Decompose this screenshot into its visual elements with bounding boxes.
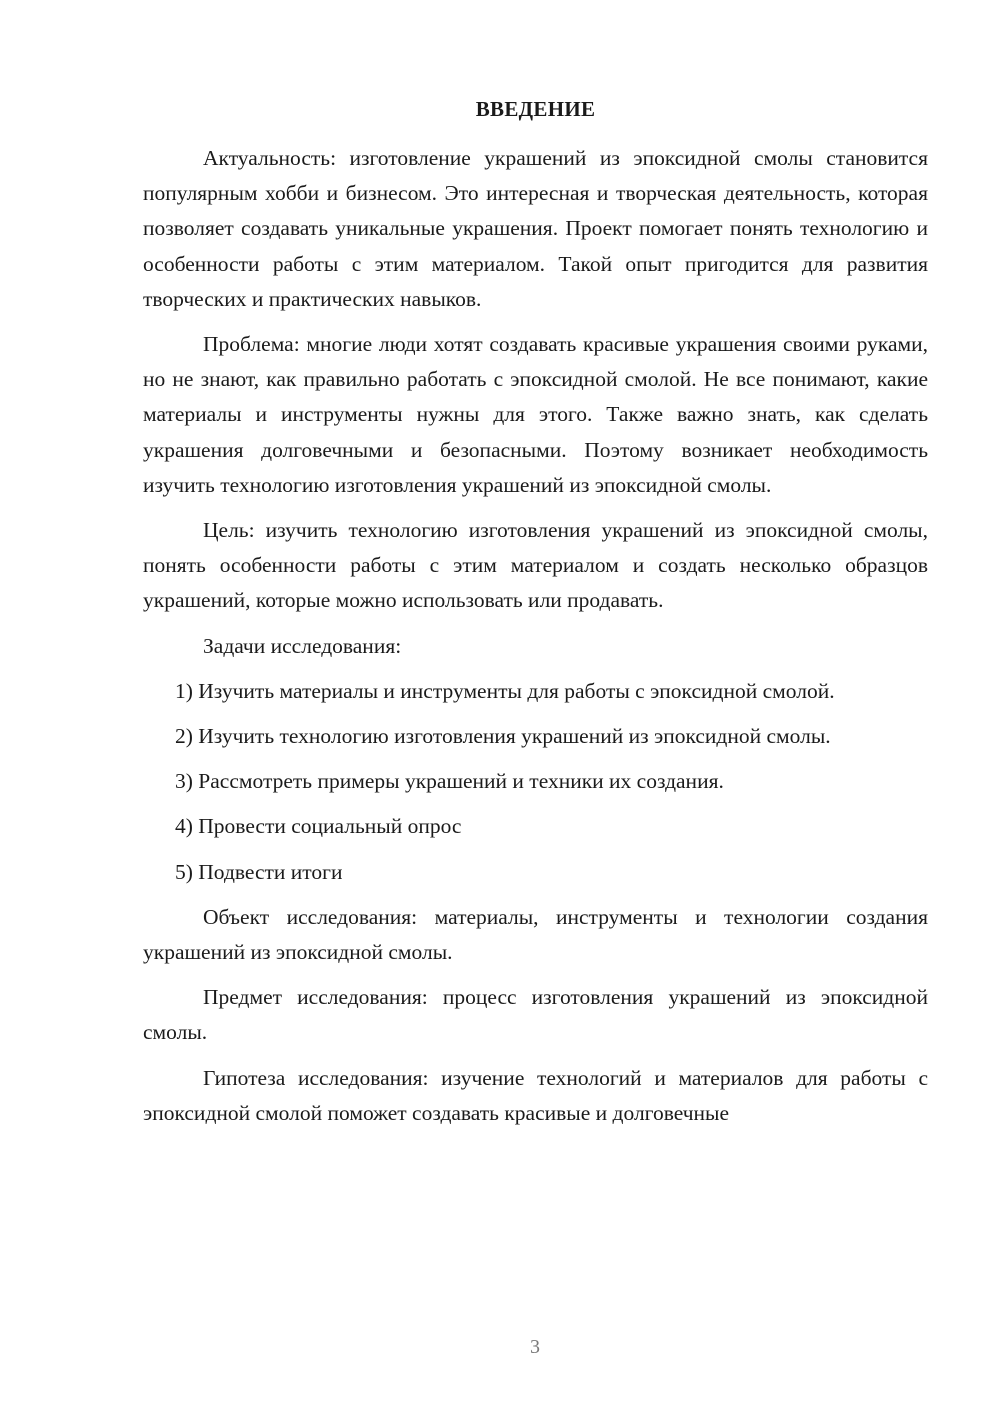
object-paragraph: Объект исследования: материалы, инструменты и технологии создания украшений из эпоксидной смолы. bbox=[143, 904, 928, 965]
problem-paragraph: Проблема: многие люди хотят создавать красивые украшения своими руками, но не знают, как правильно работать с эпоксидной смолой. Не все понимают, какие материалы и инструменты нужны для этого. Также важно знать, как сделать украшения долговечными и безопасными. Поэтому возникает необходимость изучить технологию изготовления украшений из эпоксидной смолы. bbox=[143, 332, 928, 497]
page-title: ВВЕДЕНИЕ bbox=[475, 97, 596, 121]
task-item-4: 4) Провести социальный опрос bbox=[175, 814, 462, 839]
relevance-paragraph: Актуальность: изготовление украшений из эпоксидной смолы становится популярным хобби и бизнесом. Это интересная и творческая деятельность, которая позволяет создавать уникальные украшения. Проект помогает понять технологию и особенности работы с этим материалом. Такой опыт пригодится для развития творческих и практических навыков. bbox=[143, 146, 928, 311]
task-item-2: 2) Изучить технологию изготовления украшений из эпоксидной смолы. bbox=[175, 724, 831, 749]
task-item-3: 3) Рассмотреть примеры украшений и техники их создания. bbox=[175, 769, 724, 794]
hypothesis-paragraph: Гипотеза исследования: изучение технологий и материалов для работы с эпоксидной смолой поможет создавать красивые и долговечные bbox=[143, 1065, 928, 1125]
page-number: 3 bbox=[530, 1336, 540, 1358]
subject-paragraph: Предмет исследования: процесс изготовления украшений из эпоксидной смолы. bbox=[143, 985, 928, 1045]
task-item-1: 1) Изучить материалы и инструменты для работы с эпоксидной смолой. bbox=[175, 678, 835, 703]
goal-paragraph: Цель: изучить технологию изготовления украшений из эпоксидной смолы, понять особенности работы с этим материалом и создать несколько образцов украшений, которые можно использовать или продавать. bbox=[143, 518, 928, 613]
task-item-5: 5) Подвести итоги bbox=[175, 859, 343, 884]
tasks-heading: Задачи исследования: bbox=[203, 633, 402, 658]
document-page bbox=[143, 92, 928, 1131]
